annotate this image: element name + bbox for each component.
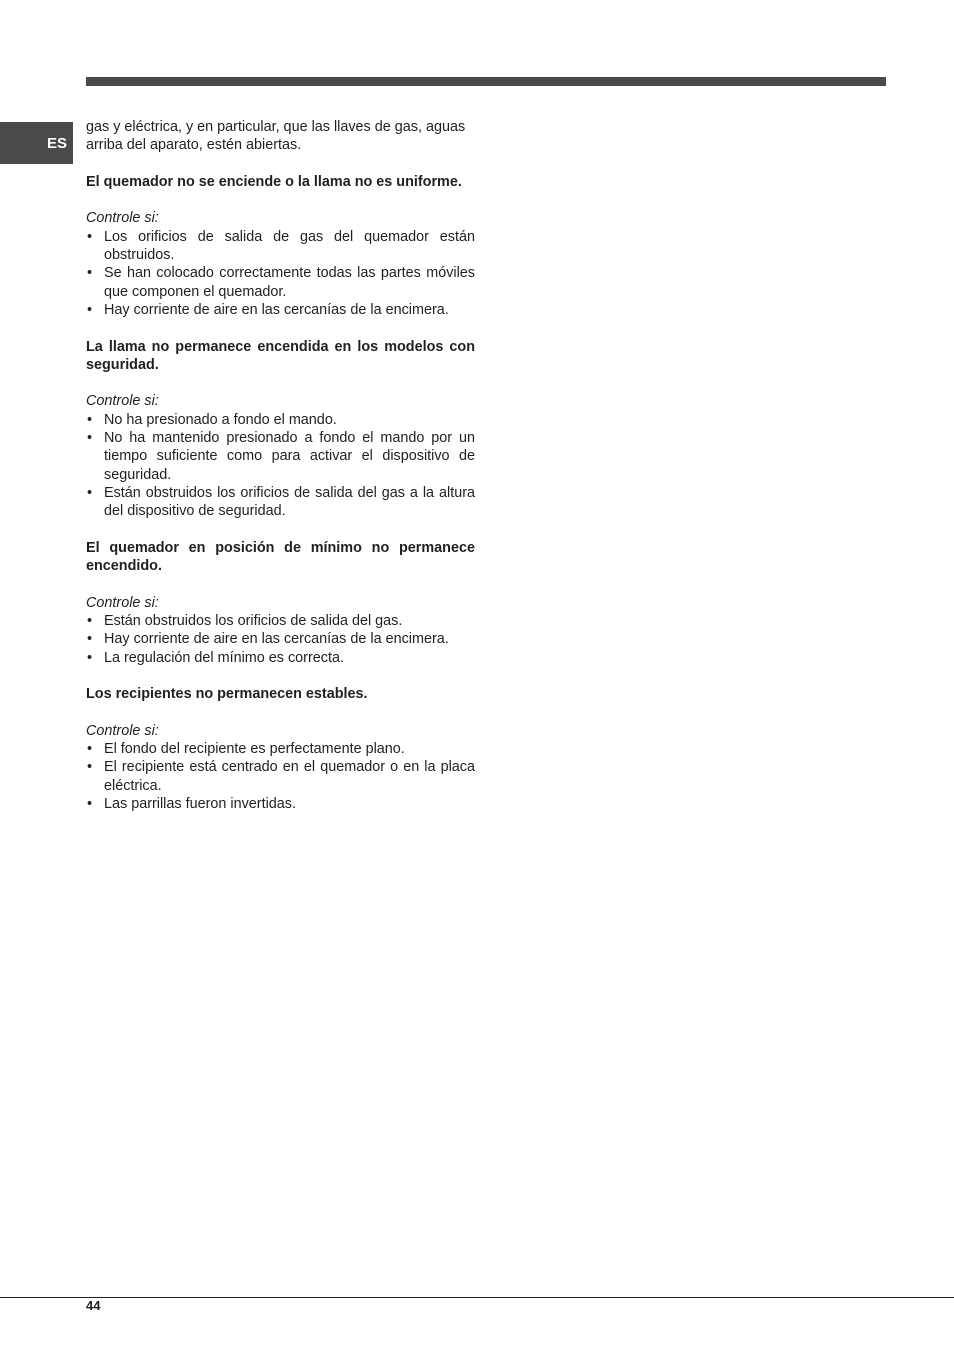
- list-item: • Hay corriente de aire en las cercanías de la encimera.: [86, 301, 475, 319]
- list-item: • El recipiente está centrado en el quemador o en la placa eléctrica.: [86, 758, 475, 795]
- list-item: • Los orificios de salida de gas del quemador están obstruidos.: [86, 228, 475, 265]
- list-item: • No ha presionado a fondo el mando.: [86, 411, 475, 429]
- controle-label: Controle si:: [86, 393, 159, 410]
- section-heading: Los recipientes no permanecen estables.: [86, 686, 368, 703]
- troubleshoot-section: [86, 539, 475, 667]
- section-heading: El quemador no se enciende o la llama no es uniforme.: [86, 173, 462, 190]
- footer-rule: [0, 1297, 954, 1298]
- troubleshoot-section: [86, 338, 475, 521]
- list-item: • No ha mantenido presionado a fondo el mando por un tiempo suficiente como para activar el dispositivo de seguridad.: [86, 429, 475, 484]
- list-item: • Están obstruidos los orificios de salida del gas a la altura del dispositivo de seguridad.: [86, 484, 475, 521]
- list-item: • Hay corriente de aire en las cercanías de la encimera.: [86, 630, 475, 648]
- list-item: • Se han colocado correctamente todas las partes móviles que componen el quemador.: [86, 264, 475, 301]
- section-heading: El quemador en posición de mínimo no permanece encendido.: [86, 539, 475, 575]
- list-item: • La regulación del mínimo es correcta.: [86, 649, 475, 667]
- list-item: • Las parrillas fueron invertidas.: [86, 795, 475, 813]
- troubleshoot-section: [86, 173, 475, 319]
- content-column: [86, 118, 475, 832]
- intro-text: gas y eléctrica, y en particular, que las llaves de gas, aguas arriba del aparato, estén abiertas.: [86, 119, 466, 154]
- controle-label: Controle si:: [86, 722, 159, 739]
- check-list: [86, 612, 475, 667]
- troubleshoot-section: [86, 685, 475, 813]
- page-number: 44: [86, 1298, 101, 1313]
- header-rule: [86, 77, 886, 86]
- check-list: [86, 740, 475, 813]
- check-list: [86, 228, 475, 319]
- section-heading: La llama no permanece encendida en los modelos con seguridad.: [86, 338, 475, 373]
- list-item: • El fondo del recipiente es perfectamente plano.: [86, 740, 475, 758]
- check-list: [86, 411, 475, 521]
- controle-label: Controle si:: [86, 210, 159, 227]
- language-tab: ES: [0, 122, 73, 164]
- controle-label: Controle si:: [86, 594, 159, 611]
- list-item: • Están obstruidos los orificios de salida del gas.: [86, 612, 475, 630]
